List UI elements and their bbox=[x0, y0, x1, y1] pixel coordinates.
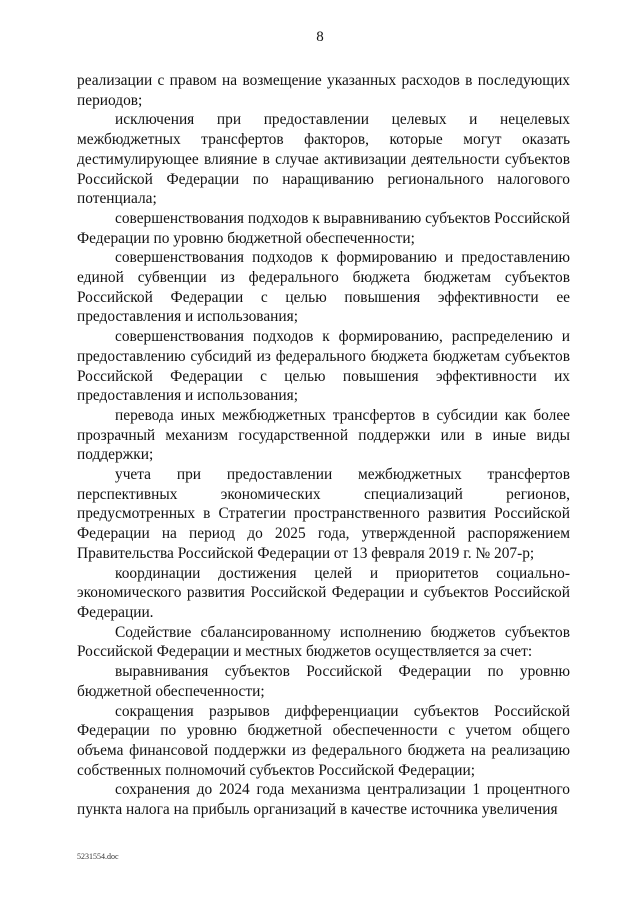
paragraph-8: координации достижения целей и приоритетов социально-экономического развития Российской Федерации и субъектов Российской Федерации. bbox=[77, 564, 570, 621]
paragraph-1: реализации с правом на возмещение указанных расходов в последующих периодов; bbox=[77, 72, 570, 109]
paragraph-12: сохранения до 2024 года механизма централизации 1 процентного пункта налога на прибыль организаций в качестве источника увеличения bbox=[77, 781, 570, 819]
paragraph-11: сокращения разрывов дифференциации субъектов Российской Федерации по уровню бюджетной обеспеченности с учетом общего объема финансовой поддержки из федерального бюджета на реализацию собственных полномочий субъектов Российской Федерации; bbox=[77, 702, 570, 779]
paragraph-10: выравнивания субъектов Российской Федерации по уровню бюджетной обеспеченности; bbox=[77, 663, 570, 700]
page-number: 8 bbox=[316, 29, 324, 45]
paragraph-9: Содействие сбалансированному исполнению бюджетов субъектов Российской Федерации и местных бюджетов осуществляется за счет: bbox=[77, 623, 570, 661]
paragraph-5: совершенствования подходов к формированию, распределению и предоставлению субсидий из федерального бюджета бюджетам субъектов Российской Федерации с целью повышения эффективности их предоставления и использования; bbox=[77, 328, 570, 405]
paragraph-4: совершенствования подходов к формированию и предоставлению единой субвенции из федерального бюджета бюджетам субъектов Российской Федерации с целью повышения эффективности ее предоставления и использования; bbox=[77, 249, 570, 326]
footer-filename: 5231554.doc bbox=[77, 852, 119, 861]
paragraph-7: учета при предоставлении межбюджетных трансфертов перспективных экономических специализаций регионов, предусмотренных в Стратегии пространственного развития Российской Федерации на период до 2025 года, утвержденной распоряжением Правительства Российской Федерации от 13 февраля 2019 г. № 207-р; bbox=[77, 466, 570, 562]
paragraph-6: перевода иных межбюджетных трансфертов в субсидии как более прозрачный механизм государственной поддержки или в иные виды поддержки; bbox=[77, 406, 570, 464]
paragraph-3: совершенствования подходов к выравниванию субъектов Российской Федерации по уровню бюджетной обеспеченности; bbox=[77, 209, 570, 247]
paragraph-2: исключения при предоставлении целевых и нецелевых межбюджетных трансфертов факторов, которые могут оказать дестимулирующее влияние в случае активизации деятельности субъектов Российской Федерации по наращиванию регионального налогового потенциала; bbox=[77, 111, 570, 208]
body-text bbox=[77, 71, 570, 820]
